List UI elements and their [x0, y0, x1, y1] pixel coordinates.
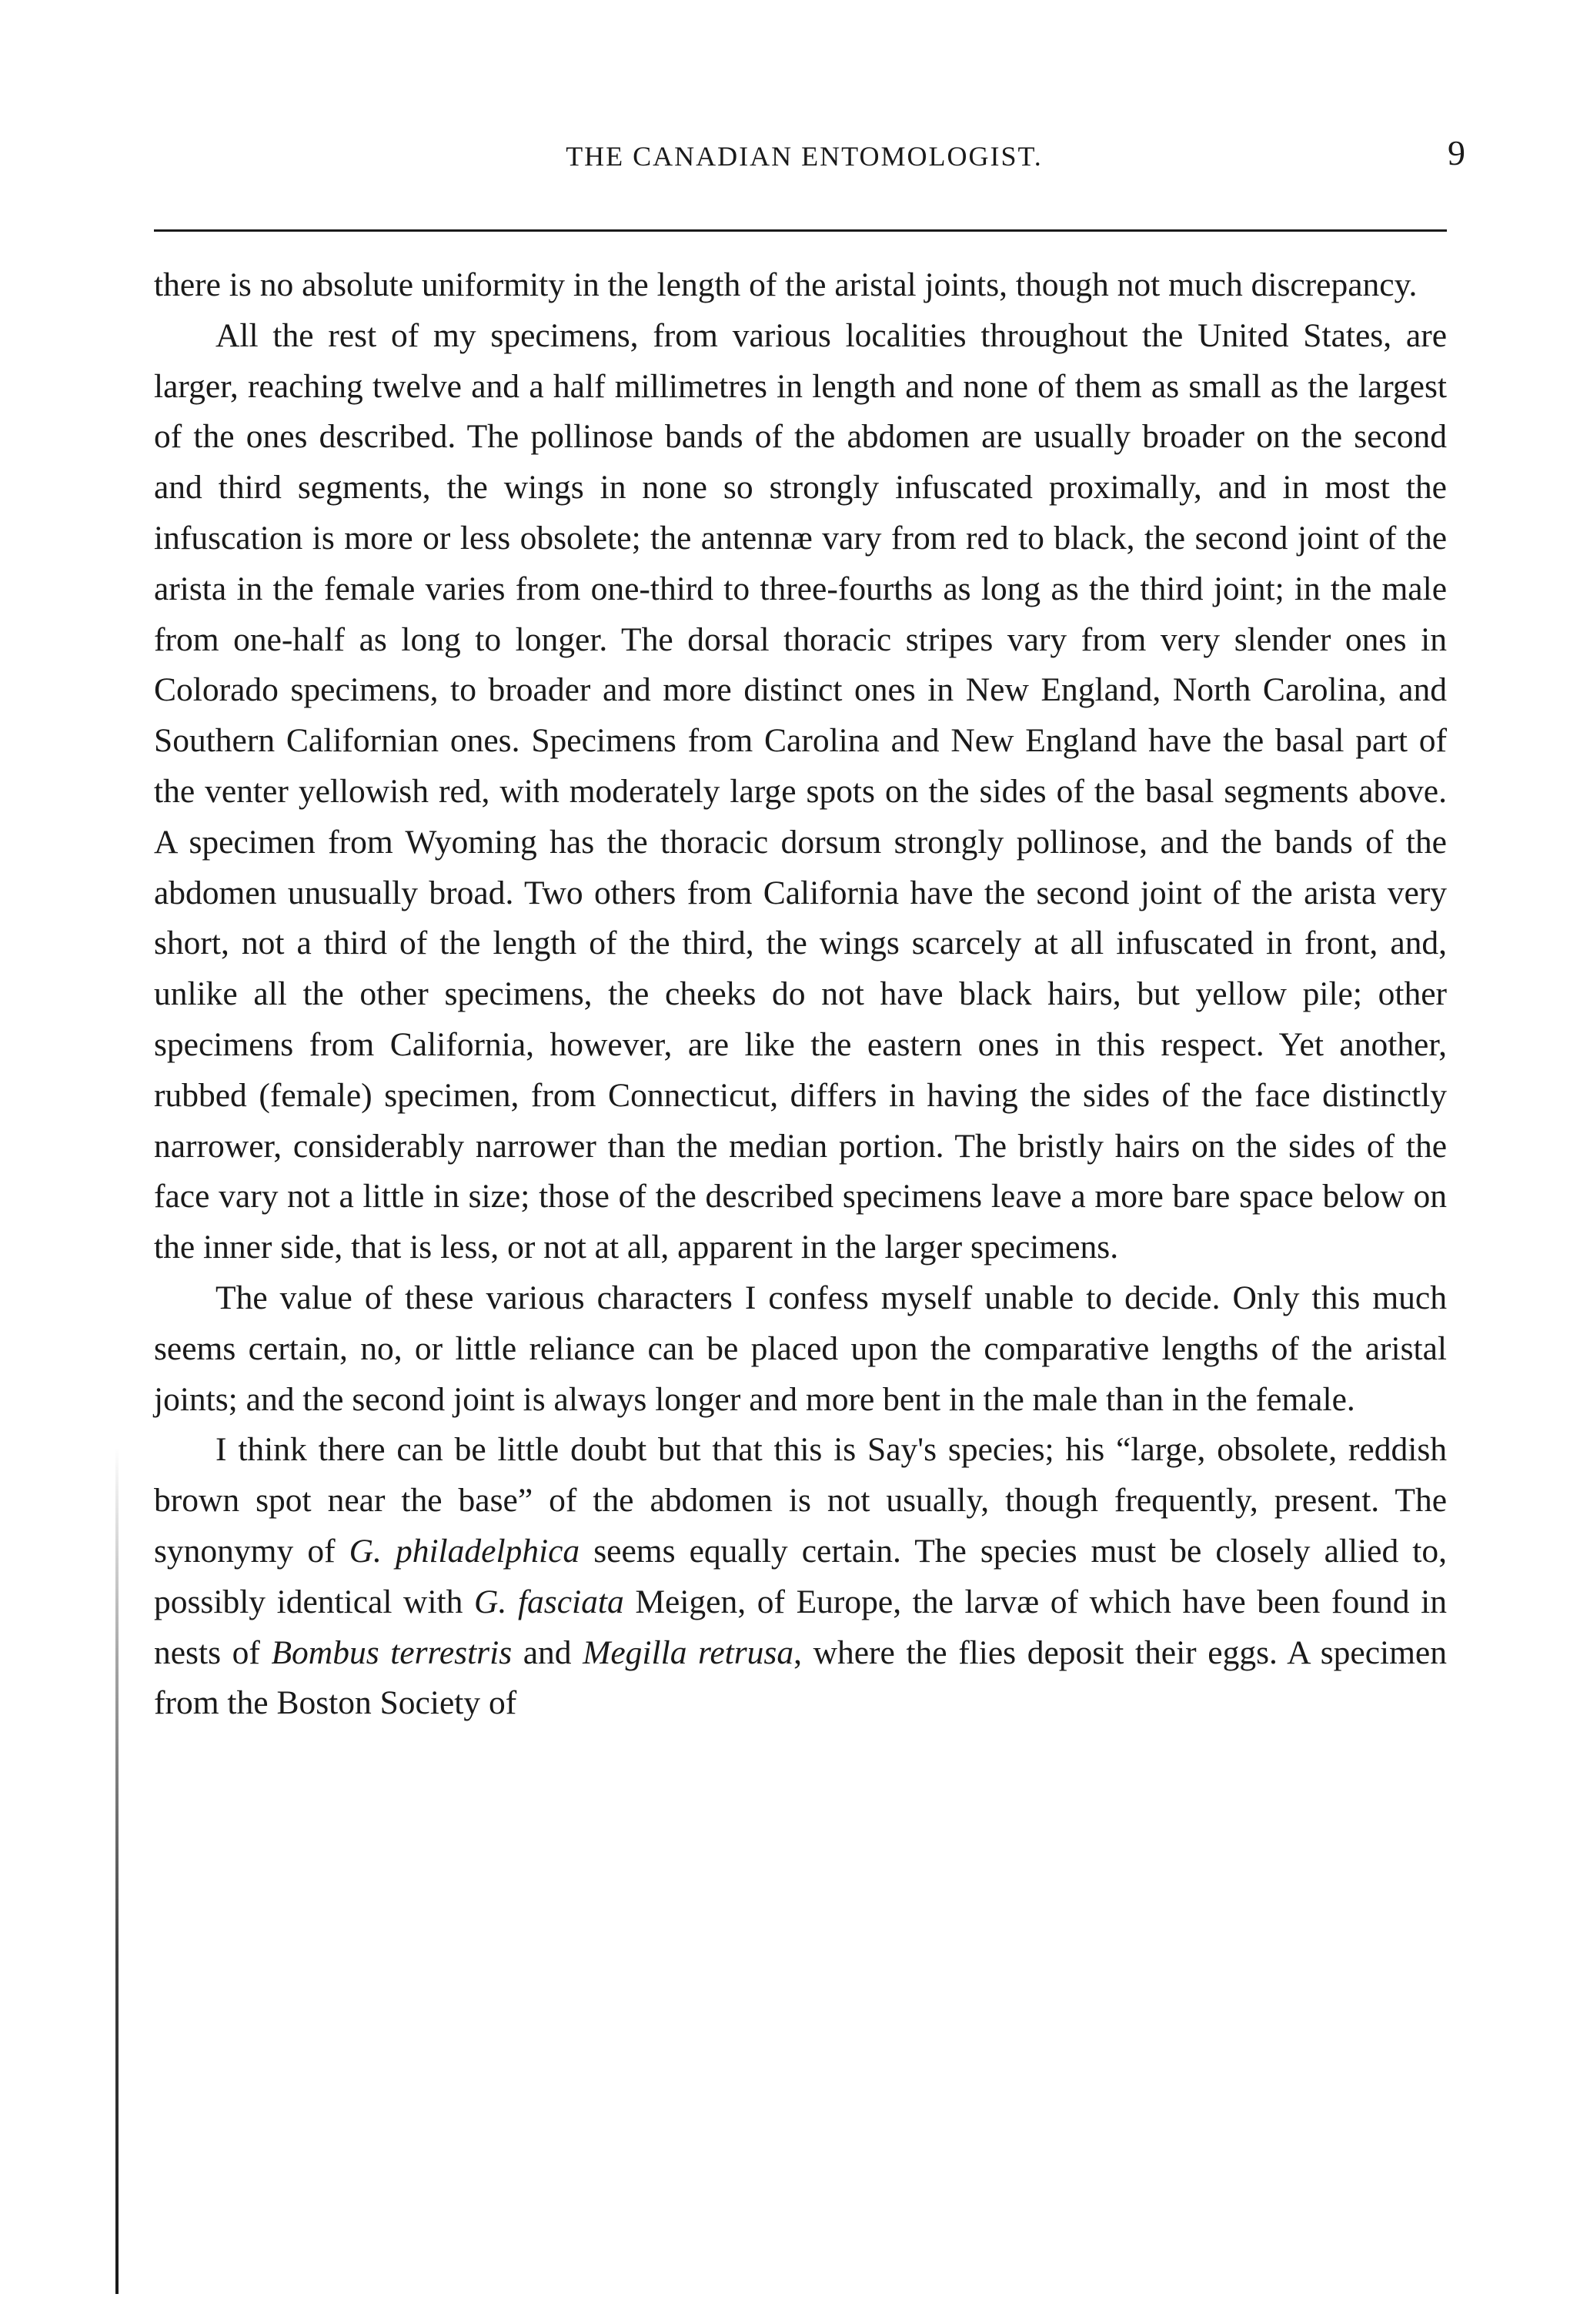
italic-taxon-name: G. fasciata — [474, 1583, 624, 1620]
italic-taxon-name: Megilla retrusa — [583, 1633, 794, 1671]
italic-taxon-name: G. philadelphica — [349, 1532, 580, 1570]
running-head — [154, 133, 1465, 183]
text-run: , where the flies deposit their eggs. A specimen from the Boston Society of — [154, 1633, 1447, 1722]
text-run: I think there can be little doubt but that this is Say's species; his “large, obsolete, reddish brown spot near the base” of the abdomen is not usually, though frequently, present. The synonymy of — [154, 1431, 1447, 1570]
text-run: Meigen, of Europe, the larvæ of which have been found in nests of — [154, 1583, 1447, 1671]
binding-shadow — [115, 1447, 119, 2294]
text-run: The value of these various characters I confess myself unable to decide. Only this much seems certain, no, or little reliance can be placed upon the comparative lengths of the aristal joints; and the second joint is always longer and more bent in the male than in the female. — [154, 1279, 1447, 1418]
text-run: and — [512, 1633, 583, 1671]
italic-taxon-name: Bombus terrestris — [271, 1633, 513, 1671]
page-number: 9 — [1448, 133, 1465, 172]
text-run: there is no absolute uniformity in the length of the aristal joints, though not much discrepancy. — [154, 266, 1418, 303]
header-rule — [154, 229, 1447, 232]
paragraph — [154, 1425, 1447, 1729]
paragraph — [154, 260, 1447, 311]
paragraph — [154, 1273, 1447, 1425]
text-run: seems equally certain. The species must be closely allied to, possibly identical with — [154, 1532, 1447, 1620]
running-title: THE CANADIAN ENTOMOLOGIST. — [566, 141, 1043, 172]
text-run: All the rest of my specimens, from various localities throughout the United States, are larger, reaching twelve and a half millimetres in length and none of them as small as the largest of the ones described. The pollinose bands of the abdomen are usually broader on the second and third segments, the wings in none so strongly infuscated proximally, and in most the infuscation is more or less obsolete; the antennæ vary from red to black, the second joint of the arista in the female varies from one-third to three-fourths as long as the third joint; in the male from one-half as long to longer. The dorsal thoracic stripes vary from very slender ones in Colorado specimens, to broader and more distinct ones in New England, North Carolina, and Southern Californian ones. Specimens from Carolina and New England have the basal part of the venter yellowish red, with moderately large spots on the sides of the basal segments above. A specimen from Wyoming has the thoracic dorsum strongly pollinose, and the bands of the abdomen unusually broad. Two others from California have the second joint of the arista very short, not a third of the length of the third, the wings scarcely at all infuscated in front, and, unlike all the other specimens, the cheeks do not have black hairs, but yellow pile; other specimens from California, however, are like the eastern ones in this respect. Yet another, rubbed (female) specimen, from Connecticut, differs in having the sides of the face distinctly narrower, considerably narrower than the median portion. The bristly hairs on the sides of the face vary not a little in size; those of the described specimens leave a more bare space below on the inner side, that is less, or not at all, apparent in the larger specimens. — [154, 316, 1447, 1266]
paragraph — [154, 311, 1447, 1273]
body-text — [154, 260, 1447, 1729]
